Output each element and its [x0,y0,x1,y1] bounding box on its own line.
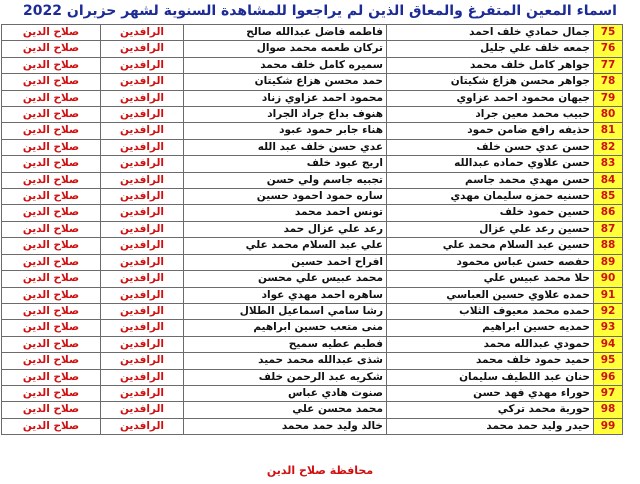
carer-name: افراح احمد حسين [184,254,387,270]
table-row [2,418,623,434]
bank-name: الرافدين [101,107,184,123]
table-row [2,74,623,90]
bank-name: الرافدين [101,41,184,57]
bank-name: الرافدين [101,90,184,106]
governorate-name: صلاح الدين [2,369,101,385]
bank-name: الرافدين [101,320,184,336]
governorate-name: صلاح الدين [2,139,101,155]
row-number: 94 [594,336,623,352]
governorate-name: صلاح الدين [2,385,101,401]
footer-governorate: محافظة صلاح الدين [266,464,374,477]
beneficiary-name: حمودي عبدالله محمد [387,336,594,352]
bank-name: الرافدين [101,123,184,139]
table-row [2,156,623,172]
governorate-name: صلاح الدين [2,189,101,205]
table-row [2,385,623,401]
table-row [2,123,623,139]
governorate-name: صلاح الدين [2,287,101,303]
bank-name: الرافدين [101,418,184,434]
bank-name: الرافدين [101,353,184,369]
governorate-name: صلاح الدين [2,205,101,221]
table-row [2,205,623,221]
row-number: 96 [594,369,623,385]
row-number: 88 [594,238,623,254]
carer-name: ساهره احمد مهدي عواد [184,287,387,303]
governorate-name: صلاح الدين [2,90,101,106]
table-row [2,271,623,287]
beneficiary-name: حوراء مهدي فهد حسن [387,385,594,401]
table-row [2,369,623,385]
governorate-name: صلاح الدين [2,221,101,237]
carer-name: تركان طعمه محمد صوال [184,41,387,57]
row-number: 91 [594,287,623,303]
beneficiary-name: حسين عبد السلام محمد علي [387,238,594,254]
table-row [2,90,623,106]
beneficiary-name: حذيفه رافع ضامن حمود [387,123,594,139]
table-row [2,107,623,123]
table-row [2,353,623,369]
beneficiaries-table [1,24,623,435]
row-number: 78 [594,74,623,90]
bank-name: الرافدين [101,402,184,418]
bank-name: الرافدين [101,172,184,188]
beneficiary-name: حسنيه حمزه سليمان مهدي [387,189,594,205]
carer-name: تونس احمد محمد [184,205,387,221]
row-number: 80 [594,107,623,123]
page-title: اسماء المعين المتفرغ والمعاق الذين لم يراجعوا للمشاهدة السنوية لشهر حزيران 2022 [23,3,617,19]
bank-name: الرافدين [101,238,184,254]
row-number: 85 [594,189,623,205]
table-row [2,57,623,73]
bank-name: الرافدين [101,271,184,287]
carer-name: هناء جابر حمود عبود [184,123,387,139]
beneficiary-name: حبيب محمد معين جراد [387,107,594,123]
carer-name: شكريه عبد الرحمن خلف [184,369,387,385]
carer-name: خالد وليد حمد محمد [184,418,387,434]
row-number: 98 [594,402,623,418]
bank-name: الرافدين [101,336,184,352]
beneficiary-name: حسن عدي حسن خلف [387,139,594,155]
row-number: 87 [594,221,623,237]
bank-name: الرافدين [101,303,184,319]
row-number: 83 [594,156,623,172]
beneficiary-name: حفصه حسن عباس محمود [387,254,594,270]
row-number: 97 [594,385,623,401]
bank-name: الرافدين [101,74,184,90]
row-number: 93 [594,320,623,336]
bank-name: الرافدين [101,25,184,41]
carer-name: عدي حسن خلف عبد الله [184,139,387,155]
table-row [2,25,623,41]
carer-name: فاطمه فاضل عبدالله صالح [184,25,387,41]
beneficiary-name: جمعه خلف علي جليل [387,41,594,57]
row-number: 81 [594,123,623,139]
row-number: 77 [594,57,623,73]
governorate-name: صلاح الدين [2,74,101,90]
bank-name: الرافدين [101,385,184,401]
governorate-name: صلاح الدين [2,238,101,254]
carer-name: محمد عبيس علي محسن [184,271,387,287]
beneficiary-name: جواهر محسن هزاع شكيتان [387,74,594,90]
carer-name: علي عبد السلام محمد علي [184,238,387,254]
carer-name: اريج عبود خلف [184,156,387,172]
table-row [2,287,623,303]
bank-name: الرافدين [101,139,184,155]
beneficiary-name: حميد حمود خلف محمد [387,353,594,369]
carer-name: محمد محسن علي [184,402,387,418]
beneficiary-name: حسن علاوي حماده عبدالله [387,156,594,172]
governorate-name: صلاح الدين [2,271,101,287]
table-row [2,320,623,336]
beneficiary-name: جمال حمادي خلف احمد [387,25,594,41]
beneficiary-name: حنان عبد اللطيف سليمان [387,369,594,385]
governorate-name: صلاح الدين [2,254,101,270]
carer-name: منى متعب حسين ابراهيم [184,320,387,336]
governorate-name: صلاح الدين [2,336,101,352]
carer-name: شذى عبدالله محمد حميد [184,353,387,369]
table-row [2,238,623,254]
governorate-name: صلاح الدين [2,107,101,123]
carer-name: ساره حمود احمود حسين [184,189,387,205]
beneficiary-name: حورية محمد تركي [387,402,594,418]
table-row [2,254,623,270]
bank-name: الرافدين [101,254,184,270]
governorate-name: صلاح الدين [2,57,101,73]
table-row [2,41,623,57]
bank-name: الرافدين [101,205,184,221]
bank-name: الرافدين [101,189,184,205]
governorate-name: صلاح الدين [2,320,101,336]
governorate-name: صلاح الدين [2,418,101,434]
beneficiary-name: جيهان محمود احمد عزاوي [387,90,594,106]
row-number: 95 [594,353,623,369]
carer-name: فطيم عطيه سميح [184,336,387,352]
table-row [2,172,623,188]
bank-name: الرافدين [101,287,184,303]
governorate-name: صلاح الدين [2,156,101,172]
table-row [2,221,623,237]
table-row [2,139,623,155]
governorate-name: صلاح الدين [2,172,101,188]
bank-name: الرافدين [101,156,184,172]
table-row [2,189,623,205]
row-number: 90 [594,271,623,287]
carer-name: رشا سامي اسماعيل الطلال [184,303,387,319]
governorate-name: صلاح الدين [2,25,101,41]
beneficiary-name: حمده علاوي حسين العباسي [387,287,594,303]
table-row [2,336,623,352]
bank-name: الرافدين [101,57,184,73]
governorate-name: صلاح الدين [2,123,101,139]
row-number: 76 [594,41,623,57]
row-number: 84 [594,172,623,188]
row-number: 92 [594,303,623,319]
governorate-name: صلاح الدين [2,41,101,57]
carer-name: هنوف بداع جراد الجراد [184,107,387,123]
table-row [2,402,623,418]
carer-name: صنوت هادي عباس [184,385,387,401]
governorate-name: صلاح الدين [2,402,101,418]
beneficiary-name: جواهر كامل خلف محمد [387,57,594,73]
bank-name: الرافدين [101,221,184,237]
beneficiary-name: حلا محمد عبيس علي [387,271,594,287]
beneficiary-name: حمديه حسين ابراهيم [387,320,594,336]
carer-name: تجبيه جاسم ولي حسن [184,172,387,188]
carer-name: سميره كامل خلف محمد [184,57,387,73]
row-number: 82 [594,139,623,155]
beneficiary-name: حسن مهدي محمد جاسم [387,172,594,188]
row-number: 99 [594,418,623,434]
carer-name: محمود احمد عزاوي زناد [184,90,387,106]
carer-name: حمد محسن هزاع شكيتان [184,74,387,90]
row-number: 89 [594,254,623,270]
carer-name: رعد علي عزال حمد [184,221,387,237]
row-number: 79 [594,90,623,106]
row-number: 75 [594,25,623,41]
row-number: 86 [594,205,623,221]
bank-name: الرافدين [101,369,184,385]
beneficiary-name: حمده محمد معيوف الثلاب [387,303,594,319]
governorate-name: صلاح الدين [2,303,101,319]
table-row [2,303,623,319]
beneficiary-name: حسين حمود خلف [387,205,594,221]
beneficiary-name: حسين رعد علي عزال [387,221,594,237]
beneficiary-name: حيدر وليد حمد محمد [387,418,594,434]
governorate-name: صلاح الدين [2,353,101,369]
